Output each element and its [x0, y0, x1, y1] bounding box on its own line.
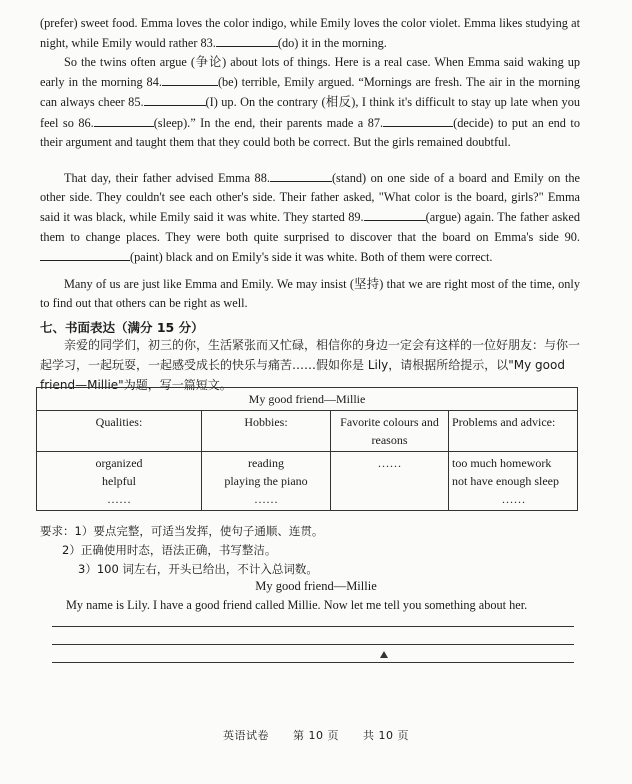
passage-paragraph-4: Many of us are just like Emma and Emily. We may insist (坚持) that we are right most of the time, only to find out that others can be right as well.	[40, 277, 580, 311]
table-cell	[449, 452, 578, 511]
cell-line: ……	[254, 492, 278, 506]
answer-blank-86[interactable]	[94, 113, 154, 127]
table-title: My good friend—Millie	[37, 388, 578, 411]
cell-line: playing the piano	[224, 474, 308, 488]
cell-line: organized	[95, 456, 143, 470]
writing-line[interactable]	[52, 662, 574, 663]
essay-opening: My name is Lily. I have a good friend called Millie. Now let me tell you something about her.	[66, 598, 528, 612]
passage-text: (sleep).” In the end, their parents made a 87.	[153, 115, 384, 130]
table-cell	[37, 452, 202, 511]
footer-total-pages: 共 10 页	[363, 729, 409, 742]
cell-line: ……	[377, 456, 402, 470]
table-header: Favorite colours and reasons	[331, 411, 449, 452]
passage-text: (I) up. On the contrary (相反), I think it's difficult to stay up late when you feel so 86.	[40, 95, 580, 130]
table-header: Hobbies:	[202, 411, 331, 452]
passage-paragraph-3	[40, 168, 580, 267]
answer-blank-85[interactable]	[144, 92, 206, 106]
passage-text: So the twins often argue (争论) about lots of things. Here is a real case. When Emma said waking up early in the morning 84.	[40, 55, 580, 90]
table-header: Problems and advice:	[449, 411, 578, 452]
passage-text: (stand) on one side of a board and Emily on the other side. They couldn't see each other's side. Their father asked, "What color is the board, girls?" Emma said it was black, while Emily said it was white. They started 89.	[40, 171, 580, 225]
answer-blank-88[interactable]	[270, 168, 332, 182]
passage-paragraph-2	[40, 53, 580, 152]
footer-subject: 英语试卷	[223, 729, 269, 742]
passage-text: (be) terrible, Emily argued. “Mornings are fresh. The air in the morning can always cheer 85.	[40, 75, 580, 110]
requirement-2: 2）正确使用时态，语法正确，书写整洁。	[62, 543, 277, 557]
table-header: Qualities:	[37, 411, 202, 452]
cell-line: helpful	[102, 474, 136, 488]
footer-page-number: 第 10 页	[293, 729, 339, 742]
writing-line[interactable]	[52, 626, 574, 627]
table-header-row	[37, 411, 578, 452]
cell-line: ……	[501, 492, 526, 506]
passage-text: (decide) to put an end to their argument and taught them that they could both be correct. But the girls remained doubtful.	[40, 115, 580, 149]
table-cell	[202, 452, 331, 511]
requirement-3: 3）100 词左右，开头已给出，不计入总词数。	[78, 562, 318, 576]
answer-blank-87[interactable]	[383, 113, 453, 127]
passage-text: (paint) black and on Emily's side it was white. Both of them were correct.	[130, 249, 493, 264]
cell-line: reading	[248, 456, 284, 470]
answer-blank-89[interactable]	[364, 207, 426, 221]
page-footer	[0, 727, 632, 743]
essay-title: My good friend—Millie	[255, 579, 377, 593]
answer-blank-84[interactable]	[162, 72, 218, 86]
writing-task-intro: 亲爱的同学们，初三的你，生活紧张而又忙碌，相信你的身边一定会有这样的一位好朋友：与你一起学习，一起玩耍，一起感受成长的快乐与痛苦……假如你是 Lily，请根据所给提示，以"My good friend—Millie"为题，写一篇短文。	[40, 338, 581, 392]
cell-line: too much homework	[452, 456, 552, 470]
passage-text: (prefer) sweet food. Emma loves the color indigo, while Emily loves the color violet. Emma likes studying at night, while Emily would rather 83.	[40, 16, 580, 51]
cell-line: not have enough sleep	[452, 474, 559, 488]
section-heading: 七、书面表达（满分 15 分）	[40, 320, 204, 335]
passage-paragraph-1	[40, 14, 580, 53]
answer-blank-83[interactable]	[216, 33, 278, 47]
table-cell	[331, 452, 449, 511]
passage-text: (argue) again. The father asked them to change places. They were both quite surprised to discover that the board on Emma's side 90.	[40, 210, 580, 244]
triangle-mark-icon	[380, 651, 388, 658]
answer-blank-90[interactable]	[40, 247, 130, 261]
writing-line[interactable]	[52, 644, 574, 645]
requirement-1: 要求：1）要点完整，可适当发挥，使句子通顺、连贯。	[40, 524, 324, 538]
passage-text: (do) it in the morning.	[277, 36, 387, 51]
table-row	[37, 452, 578, 511]
cell-line: ……	[107, 492, 131, 506]
outline-table	[36, 387, 578, 511]
passage-text: That day, their father advised Emma 88.	[64, 171, 270, 185]
